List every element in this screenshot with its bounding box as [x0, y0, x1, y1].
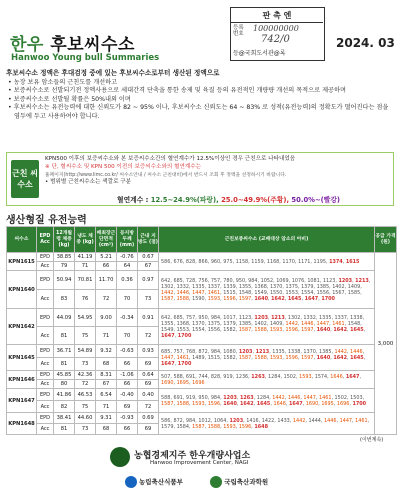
- epd-value: 0.97: [138, 271, 159, 290]
- footer-ministries: [125, 476, 268, 488]
- header-epd: EPD Acc: [37, 227, 54, 253]
- ministry-1: 농림축산식품부: [139, 478, 183, 486]
- related-bulls: 642, 685, 757, 950, 984, 1017, 1123, 1203, 1213, 1302, 1332, 1335, 1337, 1338, 1355, 1368, 1370, 1375, 1379, 1385, 1402, 1409, 1442, 1446, 1447, 1461, 1548, 1549, 1553, 1554, 1556, 1582, 1587, 1588, 1593, 1596, 1597, 1640, 1642, 1645, 1647, 1700: [159, 309, 375, 345]
- footer-org-en: Hanwoo Improvement Center, NAGI: [150, 460, 249, 466]
- epd-value: 54.95: [75, 309, 96, 327]
- acc-value: 69: [117, 401, 138, 413]
- acc-label: Acc: [37, 262, 54, 271]
- epd-value: 0.91: [138, 309, 159, 327]
- bull-id: KPN1640: [7, 271, 37, 309]
- acc-label: Acc: [37, 424, 54, 435]
- table-row: [7, 389, 397, 401]
- intro-lead: 후보씨수소 정액은 후대검정 중에 있는 후보씨수소로부터 생산된 정액으로: [6, 69, 220, 77]
- registration-stamp: [230, 7, 325, 61]
- kinship-ratio-red: 50.0%~(빨강): [291, 196, 341, 204]
- acc-value: 73: [75, 424, 96, 435]
- table-header-row: [7, 227, 397, 253]
- epd-value: 11.70: [96, 271, 117, 290]
- epd-value: 41.86: [54, 389, 75, 401]
- stamp-row-label: 등록 번호: [233, 25, 244, 37]
- page-subtitle: Hanwoo Young bull Summaries: [11, 53, 160, 63]
- acc-value: 66: [96, 262, 117, 271]
- table-row: [7, 271, 397, 290]
- acc-label: Acc: [37, 380, 54, 389]
- related-bulls: 507, 588, 691, 744, 828, 919, 1236, 1263, 1284, 1502, 1593, 1574, 1646, 1647, 1690, 1695, 1696: [159, 371, 375, 389]
- epd-value: 42.36: [75, 371, 96, 380]
- acc-value: 66: [117, 358, 138, 371]
- bull-id: KPN1646: [7, 371, 37, 389]
- header-carcass-weight: 냉도 체중 (kg): [75, 227, 96, 253]
- kinship-ratio-label: 혈연계수 :: [117, 196, 151, 204]
- epd-value: 44.09: [54, 309, 75, 327]
- bull-id: KPN1647: [7, 389, 37, 413]
- stamp-handwriting-2: 742/0: [261, 34, 290, 45]
- related-bulls: 586, 676, 828, 866, 960, 975, 1158, 1159, 1168, 1170, 1171, 1195, 1374, 1615: [159, 253, 375, 271]
- related-bulls: 586, 872, 984, 1012, 1064, 1203, 1416, 1422, 1433, 1442, 1444, 1446, 1447, 1461, 1579, 1584, 1587, 1588, 1593, 1596, 1648: [159, 413, 375, 435]
- bull-id: KPN1642: [7, 309, 37, 345]
- ministry-logo-icon: [125, 476, 137, 488]
- epd-value: 0.40: [138, 389, 159, 401]
- epd-value: -0.34: [117, 309, 138, 327]
- acc-value: 80: [54, 380, 75, 389]
- epd-value: -1.06: [117, 371, 138, 380]
- acc-value: 72: [75, 380, 96, 389]
- epd-label: EPD: [37, 271, 54, 290]
- header: [0, 0, 400, 66]
- table-row: [7, 413, 397, 424]
- epd-value: 8.31: [96, 371, 117, 380]
- acc-value: 67: [96, 380, 117, 389]
- acc-value: 69: [138, 424, 159, 435]
- note: (이번계속): [360, 437, 384, 443]
- inbreeding-body: [45, 156, 390, 187]
- epd-value: 54.89: [75, 345, 96, 358]
- intro-section: [6, 69, 394, 122]
- acc-value: 69: [138, 358, 159, 371]
- title-young-bull: 후보씨수소: [43, 35, 135, 55]
- acc-value: 75: [75, 327, 96, 345]
- intro-bullet: • 농장 보유 암소들의 근친도를 개선하고: [8, 78, 118, 86]
- epd-value: 41.19: [75, 253, 96, 262]
- acc-value: 68: [96, 358, 117, 371]
- stamp-head: 판 촉 엔: [231, 8, 323, 23]
- genetic-table: [6, 226, 397, 435]
- epd-value: 50.94: [54, 271, 75, 290]
- epd-label: EPD: [37, 345, 54, 358]
- epd-value: 44.60: [75, 413, 96, 424]
- acc-label: Acc: [37, 327, 54, 345]
- table-row: [7, 345, 397, 358]
- bull-id: KPN1615: [7, 253, 37, 271]
- acc-value: 73: [75, 358, 96, 371]
- kinship-ratio-legend: [117, 194, 340, 204]
- epd-value: 36.71: [54, 345, 75, 358]
- stamp-handwriting-1: 100000000: [253, 24, 299, 33]
- acc-value: 68: [96, 424, 117, 435]
- footer: [0, 444, 400, 500]
- inbreeding-line-2: ※ 단, 혈씨수소 및 KPN 500 이전의 보증씨수소와의 혈연계수는: [45, 163, 202, 170]
- acc-value: 75: [75, 401, 96, 413]
- epd-value: 9.00: [96, 309, 117, 327]
- inbreeding-line-3: 홈페이지(http://www.limc.co.kr/ 씨수소안내 / 씨수소 근친대비)에서 반드시 조회 후 정액을 선정하시기 바랍니다.: [45, 172, 287, 178]
- header-marbling: 근내 지방도 (점): [138, 227, 159, 253]
- acc-value: 66: [117, 424, 138, 435]
- table-row: [7, 309, 397, 327]
- epd-value: 5.21: [96, 253, 117, 262]
- acc-value: 71: [75, 262, 96, 271]
- epd-value: 0.64: [138, 371, 159, 380]
- epd-value: -0.93: [117, 413, 138, 424]
- epd-value: -0.76: [117, 253, 138, 262]
- intro-bullet: • 보증씨수소로 선발될 확률은 50%내외 이며: [8, 95, 131, 103]
- acc-value: 81: [54, 358, 75, 371]
- header-eye-muscle-area: 배최장근 단면적 (cm²): [96, 227, 117, 253]
- acc-value: 83: [54, 290, 75, 309]
- acc-value: 66: [117, 380, 138, 389]
- epd-value: 0.93: [138, 345, 159, 358]
- table-row: [7, 253, 397, 262]
- inbreeding-label: 근친 씨수소: [11, 160, 39, 198]
- header-bull: 씨수소: [7, 227, 37, 253]
- acc-value: 81: [54, 424, 75, 435]
- epd-value: 38.85: [54, 253, 75, 262]
- acc-value: 82: [54, 401, 75, 413]
- epd-value: 46.53: [75, 389, 96, 401]
- price: 3,000: [375, 253, 397, 435]
- epd-value: 0.36: [117, 271, 138, 290]
- acc-value: 76: [75, 290, 96, 309]
- acc-value: 71: [96, 401, 117, 413]
- acc-value: 71: [96, 327, 117, 345]
- inbreeding-line-4: • 범위별 근친씨수소는 색깔로 구분: [45, 179, 132, 186]
- epd-value: 0.67: [138, 253, 159, 262]
- epd-value: 0.69: [138, 413, 159, 424]
- epd-label: EPD: [37, 413, 54, 424]
- acc-value: 67: [138, 262, 159, 271]
- epd-value: 9.32: [96, 345, 117, 358]
- epd-label: EPD: [37, 371, 54, 380]
- epd-value: -0.63: [117, 345, 138, 358]
- acc-label: Acc: [37, 358, 54, 371]
- intro-bullet: • 보증씨수소로 선발되기전 정액사용으로 세대간격 단축을 통한 송제 및 육질 등의 유전적인 개량량 개선의 목적으로 제공하며: [8, 87, 346, 95]
- kinship-ratio-orange: 25.0~49.9%(주황),: [221, 196, 292, 204]
- header-12m-weight: 12개월령 체중 (kg): [54, 227, 75, 253]
- epd-value: 9.31: [96, 413, 117, 424]
- related-bulls: 588, 691, 919, 950, 984, 1203, 1263, 1284, 1442, 1446, 1447, 1461, 1502, 1503, 1587, 1588, 1593, 1596, 1640, 1642, 1645, 1646, 1647, 1690, 1695, 1696, 1700: [159, 389, 375, 413]
- acc-value: 81: [54, 327, 75, 345]
- ministry-2: 국립축산과학원: [224, 478, 269, 486]
- page-title: [10, 30, 135, 55]
- epd-value: 6.54: [96, 389, 117, 401]
- acc-label: Acc: [37, 290, 54, 309]
- epd-value: -0.40: [117, 389, 138, 401]
- acc-value: 72: [138, 327, 159, 345]
- nh-logo-icon: [110, 447, 130, 467]
- title-hanwoo: 한우: [10, 35, 44, 55]
- epd-value: 45.85: [54, 371, 75, 380]
- header-price: 공급 가격 (원): [375, 227, 397, 253]
- acc-value: 69: [138, 380, 159, 389]
- ministry-logo-icon: [210, 476, 222, 488]
- footer-org: 농협경제지주 한우개량사업소: [134, 451, 251, 461]
- header-backfat: 등지방 두께 (mm): [117, 227, 138, 253]
- acc-value: 72: [138, 401, 159, 413]
- inbreeding-box: [6, 152, 394, 206]
- issue-date: 2024. 03: [336, 36, 395, 50]
- stamp-foot: 등@국회도서관@록: [233, 50, 286, 57]
- epd-label: EPD: [37, 253, 54, 262]
- epd-value: 38.41: [54, 413, 75, 424]
- acc-value: 64: [117, 262, 138, 271]
- kinship-ratio-blue: 12.5~24.9%(파랑),: [150, 196, 222, 204]
- related-bulls: 685, 757, 768, 872, 984, 1080, 1203, 1213, 1335, 1338, 1370, 1385, 1442, 1446, 1447, 1461, 1489, 1515, 1582, 1587, 1588, 1593, 1596, 1597, 1640, 1642, 1645, 1647, 1700: [159, 345, 375, 371]
- related-bulls: 642, 685, 728, 756, 757, 780, 950, 984, 1052, 1069, 1076, 1081, 1123, 1203, 1213, 1302, 1332, 1335, 1337, 1339, 1355, 1368, 1370, 1375, 1379, 1385, 1402, 1409, 1442, 1446, 1447, 1461, 1515, 1548, 1549, 1550, 1553, 1554, 1556, 1567, 1585, 1587, 1588, 1590, 1593, 1596, 1597, 1640, 1642, 1645, 1647, 1700: [159, 271, 375, 309]
- acc-label: Acc: [37, 401, 54, 413]
- acc-value: 70: [117, 327, 138, 345]
- epd-label: EPD: [37, 389, 54, 401]
- epd-value: 70.81: [75, 271, 96, 290]
- section-title: 생산형질 유전능력: [6, 215, 87, 226]
- acc-value: 73: [138, 290, 159, 309]
- bull-id: KPN1645: [7, 345, 37, 371]
- acc-value: 79: [54, 262, 75, 271]
- intro-bullet: • 후보씨수소는 유전능력에 대한 신뢰도가 82 ~ 95% 이나, 후보씨수소 신뢰도는 64 ~ 83% 로 성적(유전능력)의 정확도가 떨어진다는 점을 염두에 두고 사용하여야 합니다.: [8, 104, 389, 120]
- acc-value: 70: [117, 290, 138, 309]
- bull-id: KPN1648: [7, 413, 37, 435]
- header-related-bulls: 근친보증씨수소 (교배대상 암소의 아비): [159, 227, 375, 253]
- table-row: [7, 371, 397, 380]
- acc-value: 72: [96, 290, 117, 309]
- inbreeding-line-1: KPN500 이후의 보증씨수소와 본 보증씨수소간의 혈연계수가 12.5%이상인 경우 근친으로 나타내었음: [45, 156, 296, 162]
- epd-label: EPD: [37, 309, 54, 327]
